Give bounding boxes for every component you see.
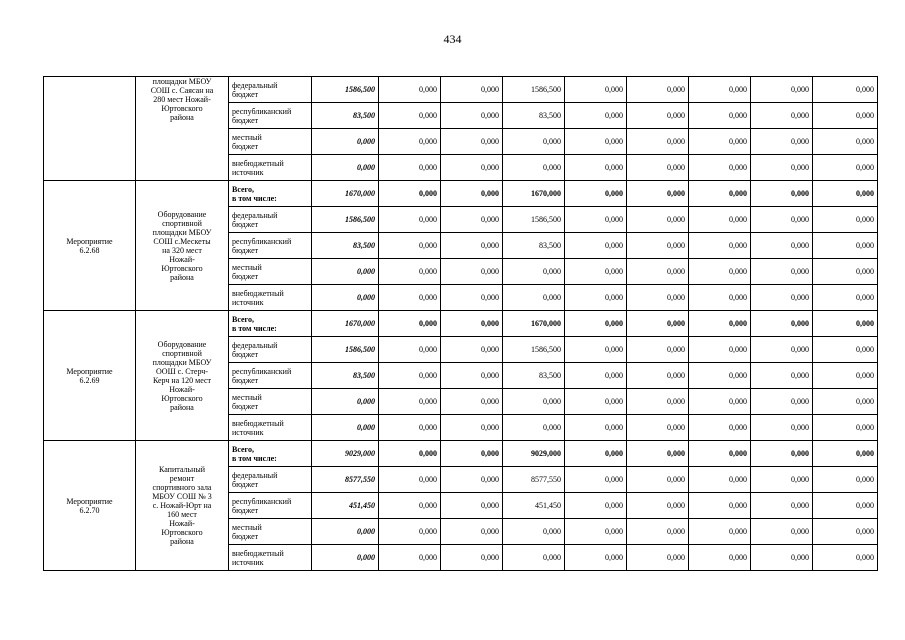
year-value-cell: 0,000 [565,545,627,571]
year-value-cell: 0,000 [565,233,627,259]
year-value-cell: 0,000 [627,233,689,259]
year-value-cell: 0,000 [627,363,689,389]
year-value-cell: 0,000 [379,363,441,389]
year-value-cell: 0,000 [813,493,878,519]
year-value-cell: 0,000 [627,207,689,233]
year-value-cell: 0,000 [751,467,813,493]
year-value-cell: 0,000 [689,519,751,545]
total-cell: 0,000 [312,259,379,285]
year-value-cell: 0,000 [689,467,751,493]
year-value-cell: 0,000 [751,311,813,337]
year-value-cell: 0,000 [751,103,813,129]
year-value-cell: 0,000 [379,103,441,129]
year-value-cell: 1586,500 [503,207,565,233]
total-cell: 0,000 [312,285,379,311]
total-cell: 1670,000 [312,311,379,337]
year-value-cell: 0,000 [565,415,627,441]
total-cell: 1586,500 [312,337,379,363]
funding-source-cell: внебюджетный источник [229,545,312,571]
year-value-cell: 0,000 [751,337,813,363]
year-value-cell: 0,000 [689,545,751,571]
year-value-cell: 0,000 [689,259,751,285]
year-value-cell: 0,000 [379,77,441,103]
year-value-cell: 0,000 [813,519,878,545]
year-value-cell: 451,450 [503,493,565,519]
page-number: 434 [443,32,462,46]
year-value-cell: 0,000 [565,337,627,363]
year-value-cell: 0,000 [813,181,878,207]
year-value-cell: 0,000 [565,129,627,155]
year-value-cell: 0,000 [751,207,813,233]
year-value-cell: 0,000 [813,363,878,389]
year-value-cell: 0,000 [689,155,751,181]
total-cell: 1670,000 [312,181,379,207]
year-value-cell: 0,000 [813,155,878,181]
year-value-cell: 0,000 [379,467,441,493]
table-row [44,311,878,337]
year-value-cell: 0,000 [751,155,813,181]
table-row [44,77,878,103]
year-value-cell: 0,000 [751,233,813,259]
funding-source-cell: республиканский бюджет [229,363,312,389]
funding-source-cell: федеральный бюджет [229,337,312,363]
year-value-cell: 0,000 [813,77,878,103]
activity-name-cell: площадки МБОУ СОШ с. Саясан на 280 мест Ножай- Юртовского района [136,77,229,181]
year-value-cell: 0,000 [379,207,441,233]
year-value-cell: 0,000 [689,285,751,311]
year-value-cell: 0,000 [441,311,503,337]
total-cell: 451,450 [312,493,379,519]
year-value-cell: 0,000 [565,207,627,233]
year-value-cell: 0,000 [751,519,813,545]
year-value-cell: 0,000 [441,389,503,415]
activity-cell: Мероприятие 6.2.69 [44,311,136,441]
year-value-cell: 0,000 [813,415,878,441]
funding-source-cell: Всего, в том числе: [229,311,312,337]
year-value-cell: 0,000 [627,519,689,545]
year-value-cell: 0,000 [565,467,627,493]
year-value-cell: 0,000 [379,233,441,259]
year-value-cell: 0,000 [379,337,441,363]
year-value-cell: 0,000 [627,311,689,337]
year-value-cell: 0,000 [751,441,813,467]
year-value-cell: 0,000 [813,389,878,415]
total-cell: 9029,000 [312,441,379,467]
year-value-cell: 0,000 [751,77,813,103]
year-value-cell: 0,000 [627,467,689,493]
year-value-cell: 0,000 [379,493,441,519]
year-value-cell: 0,000 [503,129,565,155]
total-cell: 0,000 [312,129,379,155]
funding-source-cell: местный бюджет [229,129,312,155]
funding-source-cell: республиканский бюджет [229,103,312,129]
year-value-cell: 0,000 [441,415,503,441]
year-value-cell: 0,000 [379,519,441,545]
year-value-cell: 0,000 [627,415,689,441]
year-value-cell: 0,000 [813,207,878,233]
year-value-cell: 0,000 [689,363,751,389]
year-value-cell: 0,000 [503,519,565,545]
year-value-cell: 0,000 [565,155,627,181]
year-value-cell: 0,000 [379,415,441,441]
year-value-cell: 0,000 [813,337,878,363]
budget-table [43,76,878,571]
year-value-cell: 0,000 [441,103,503,129]
table-row [44,181,878,207]
funding-source-cell: внебюджетный источник [229,155,312,181]
year-value-cell: 0,000 [627,545,689,571]
year-value-cell: 0,000 [689,311,751,337]
funding-source-cell: республиканский бюджет [229,493,312,519]
year-value-cell: 1670,000 [503,311,565,337]
year-value-cell: 0,000 [689,493,751,519]
year-value-cell: 0,000 [441,77,503,103]
year-value-cell: 0,000 [379,129,441,155]
year-value-cell: 0,000 [751,363,813,389]
year-value-cell: 0,000 [751,493,813,519]
year-value-cell: 1670,000 [503,181,565,207]
year-value-cell: 0,000 [441,207,503,233]
year-value-cell: 0,000 [565,493,627,519]
year-value-cell: 0,000 [689,233,751,259]
year-value-cell: 0,000 [627,129,689,155]
year-value-cell: 0,000 [751,415,813,441]
year-value-cell: 0,000 [627,259,689,285]
total-cell: 1586,500 [312,77,379,103]
year-value-cell: 0,000 [441,155,503,181]
year-value-cell: 0,000 [813,311,878,337]
year-value-cell: 0,000 [689,181,751,207]
funding-source-cell: местный бюджет [229,389,312,415]
year-value-cell: 0,000 [813,285,878,311]
year-value-cell: 0,000 [503,259,565,285]
year-value-cell: 0,000 [441,493,503,519]
total-cell: 0,000 [312,389,379,415]
funding-source-cell: местный бюджет [229,259,312,285]
year-value-cell: 0,000 [627,389,689,415]
year-value-cell: 0,000 [441,467,503,493]
funding-source-cell: республиканский бюджет [229,233,312,259]
year-value-cell: 8577,550 [503,467,565,493]
year-value-cell: 0,000 [379,155,441,181]
funding-source-cell: федеральный бюджет [229,77,312,103]
funding-source-cell: Всего, в том числе: [229,181,312,207]
activity-name-cell: Оборудование спортивной площадки МБОУ ООШ с. Стерч- Керч на 120 мест Ножай- Юртовского района [136,311,229,441]
total-cell: 83,500 [312,363,379,389]
year-value-cell: 0,000 [441,285,503,311]
year-value-cell: 0,000 [751,129,813,155]
year-value-cell: 0,000 [565,181,627,207]
year-value-cell: 0,000 [813,545,878,571]
year-value-cell: 0,000 [503,415,565,441]
total-cell: 0,000 [312,155,379,181]
year-value-cell: 0,000 [441,337,503,363]
year-value-cell: 0,000 [751,181,813,207]
funding-source-cell: местный бюджет [229,519,312,545]
year-value-cell: 0,000 [441,181,503,207]
total-cell: 83,500 [312,233,379,259]
year-value-cell: 0,000 [627,103,689,129]
year-value-cell: 83,500 [503,363,565,389]
year-value-cell: 0,000 [379,181,441,207]
year-value-cell: 0,000 [441,519,503,545]
funding-source-cell: федеральный бюджет [229,467,312,493]
year-value-cell: 0,000 [813,233,878,259]
year-value-cell: 1586,500 [503,337,565,363]
year-value-cell: 0,000 [751,389,813,415]
total-cell: 1586,500 [312,207,379,233]
year-value-cell: 0,000 [379,389,441,415]
funding-source-cell: внебюджетный источник [229,285,312,311]
activity-name-cell: Оборудование спортивной площадки МБОУ СОШ с.Мескеты на 320 мест Ножай- Юртовского района [136,181,229,311]
year-value-cell: 0,000 [441,545,503,571]
activity-cell [44,77,136,181]
year-value-cell: 0,000 [441,233,503,259]
year-value-cell: 0,000 [689,389,751,415]
year-value-cell: 0,000 [627,441,689,467]
year-value-cell: 0,000 [627,337,689,363]
year-value-cell: 0,000 [503,155,565,181]
year-value-cell: 0,000 [627,77,689,103]
year-value-cell: 0,000 [565,103,627,129]
activity-name-cell: Капитальный ремонт спортивного зала МБОУ СОШ № 3 с. Ножай-Юрт на 160 мест Ножай- Юртовского района [136,441,229,571]
year-value-cell: 0,000 [565,259,627,285]
year-value-cell: 0,000 [503,285,565,311]
year-value-cell: 0,000 [627,493,689,519]
total-cell: 8577,550 [312,467,379,493]
year-value-cell: 0,000 [565,363,627,389]
activity-cell: Мероприятие 6.2.70 [44,441,136,571]
year-value-cell: 0,000 [565,519,627,545]
year-value-cell: 0,000 [565,77,627,103]
year-value-cell: 0,000 [441,129,503,155]
year-value-cell: 0,000 [813,259,878,285]
year-value-cell: 0,000 [379,441,441,467]
year-value-cell: 0,000 [441,363,503,389]
year-value-cell: 0,000 [565,285,627,311]
year-value-cell: 0,000 [689,337,751,363]
year-value-cell: 0,000 [627,181,689,207]
year-value-cell: 0,000 [751,259,813,285]
year-value-cell: 0,000 [441,259,503,285]
year-value-cell: 1586,500 [503,77,565,103]
year-value-cell: 0,000 [689,441,751,467]
funding-source-cell: федеральный бюджет [229,207,312,233]
year-value-cell: 0,000 [379,311,441,337]
year-value-cell: 0,000 [565,441,627,467]
total-cell: 0,000 [312,415,379,441]
year-value-cell: 0,000 [689,103,751,129]
year-value-cell: 0,000 [813,103,878,129]
year-value-cell: 0,000 [627,155,689,181]
year-value-cell: 0,000 [689,77,751,103]
year-value-cell: 0,000 [813,467,878,493]
year-value-cell: 0,000 [565,389,627,415]
year-value-cell: 0,000 [627,285,689,311]
activity-cell: Мероприятие 6.2.68 [44,181,136,311]
year-value-cell: 83,500 [503,103,565,129]
year-value-cell: 0,000 [379,285,441,311]
year-value-cell: 0,000 [379,259,441,285]
total-cell: 0,000 [312,545,379,571]
funding-source-cell: внебюджетный источник [229,415,312,441]
year-value-cell: 9029,000 [503,441,565,467]
total-cell: 0,000 [312,519,379,545]
year-value-cell: 0,000 [565,311,627,337]
funding-source-cell: Всего, в том числе: [229,441,312,467]
year-value-cell: 0,000 [379,545,441,571]
table-row [44,441,878,467]
year-value-cell: 0,000 [689,207,751,233]
total-cell: 83,500 [312,103,379,129]
year-value-cell: 0,000 [813,441,878,467]
year-value-cell: 0,000 [503,545,565,571]
year-value-cell: 0,000 [689,129,751,155]
year-value-cell: 0,000 [503,389,565,415]
year-value-cell: 83,500 [503,233,565,259]
year-value-cell: 0,000 [751,285,813,311]
year-value-cell: 0,000 [813,129,878,155]
year-value-cell: 0,000 [441,441,503,467]
year-value-cell: 0,000 [689,415,751,441]
year-value-cell: 0,000 [751,545,813,571]
